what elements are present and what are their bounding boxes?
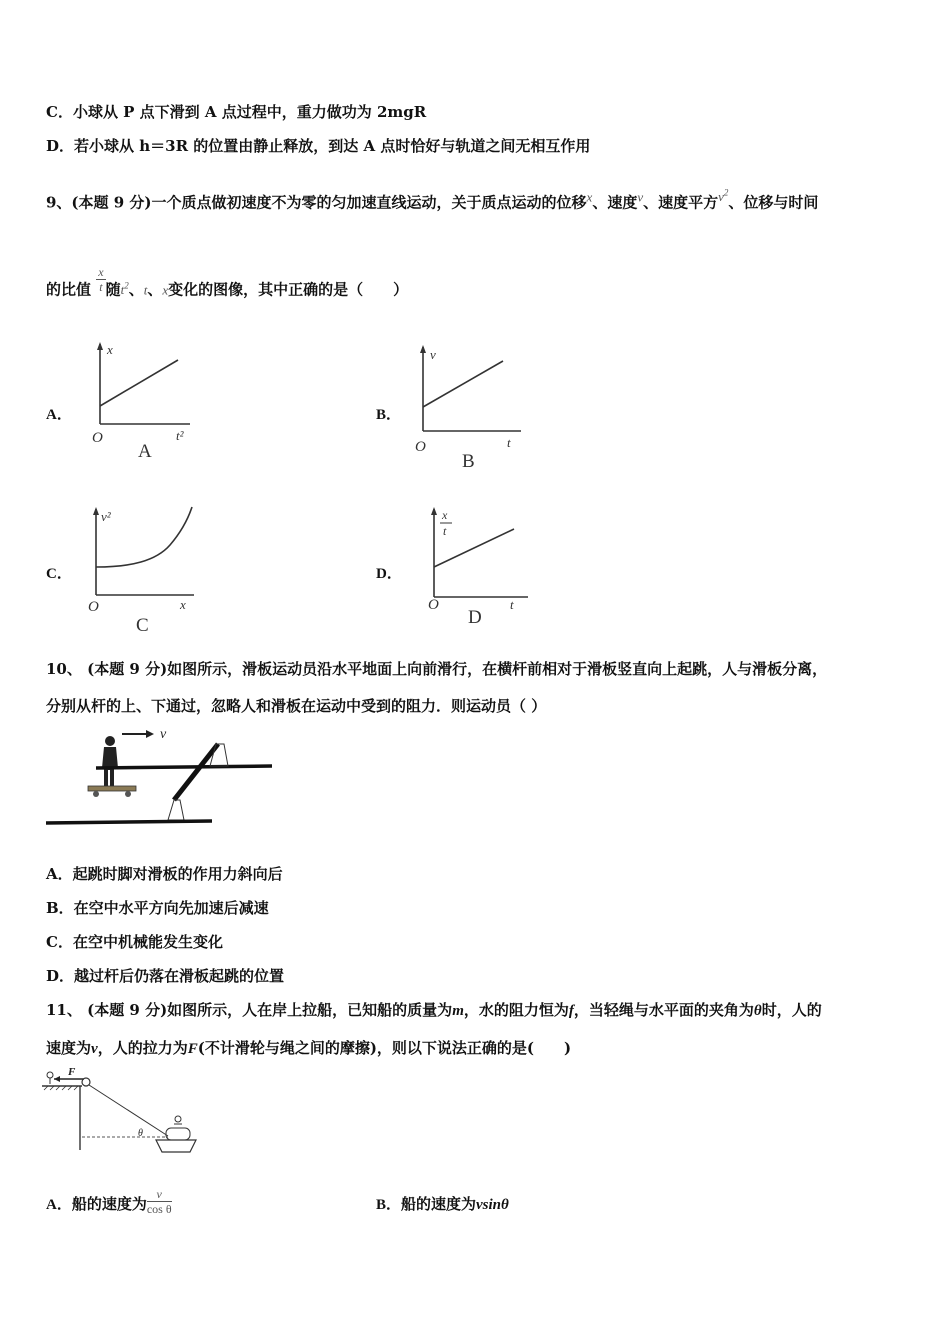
q11-option-a-fraction: $\frac{v}{\text{cos θ}}$	[146, 1187, 172, 1217]
force-label: F	[68, 1066, 76, 1078]
q11-stem-1b: ，水的阻力恒为	[463, 1001, 569, 1019]
graph-c-caption: C	[136, 615, 149, 636]
boat-hull	[156, 1140, 196, 1152]
graph-c-origin: O	[88, 599, 99, 615]
q9-stem-a: 9、(本题 9 分)一个质点做初速度不为零的匀加速直线运动，关于质点运动的位移	[46, 193, 587, 212]
rope	[89, 1085, 168, 1136]
pulley-icon	[82, 1078, 90, 1086]
q9-sym-v2: v2	[718, 188, 729, 205]
graph-c-x-label: x	[180, 597, 186, 612]
q11-sym-theta: θ	[753, 1003, 762, 1019]
q9-option-a-label: A．	[46, 407, 72, 423]
q11-option-b-value: vsinθ	[476, 1197, 509, 1213]
graph-d-y-label-num: x	[442, 508, 448, 522]
graph-a-caption: A	[138, 441, 152, 462]
q10-option-d: D．越过杆后仍落在滑板起跳的位置	[46, 967, 285, 985]
graph-a-origin: O	[92, 430, 103, 446]
q9-option-b-label: B．	[376, 407, 402, 423]
q10-stem-line2: 分别从杆的上、下通过，忽略人和滑板在运动中受到的阻力．则运动员（ ）	[46, 697, 547, 715]
upper-bar	[96, 766, 272, 768]
q11-stem-2a: 速度为	[46, 1039, 92, 1057]
q9-graph-a	[88, 340, 198, 465]
q11-sym-F: F	[187, 1041, 198, 1057]
graph-d-caption: D	[468, 607, 482, 628]
q11-stem-2c: (不计滑轮与绳之间的摩擦)，则以下说法正确的是( )	[197, 1039, 572, 1057]
q11-stem-1a: 11、 (本题 9 分)如图所示，人在岸上拉船，已知船的质量为	[46, 1001, 453, 1019]
diagonal-pole	[174, 744, 218, 800]
q9-sep3: 、	[128, 280, 144, 299]
q10-stem-line1: 10、 (本题 9 分)如图所示，滑板运动员沿水平地面上向前滑行，在横杆前相对于滑板竖直向上起跳，人与滑板分离，	[46, 660, 828, 678]
lower-support	[168, 800, 184, 820]
graph-b-line	[423, 361, 503, 407]
force-arrowhead	[54, 1076, 60, 1082]
graph-c-y-arrow	[93, 507, 99, 515]
q10-option-b: B．在空中水平方向先加速后减速	[46, 899, 269, 917]
q11-stem-2b: ，人的拉力为	[97, 1039, 188, 1057]
q11-option-b	[376, 1193, 509, 1214]
q9-sep2: 、速度平方	[643, 193, 719, 212]
q11-sym-m: m	[452, 1003, 464, 1019]
boat-cabin	[166, 1128, 190, 1140]
q11-option-b-label: B．船的速度为	[376, 1197, 477, 1213]
q9-graph-d	[424, 505, 539, 629]
graph-c-y-label: v²	[101, 509, 111, 524]
graph-b-x-label: t	[507, 435, 511, 450]
velocity-arrowhead	[146, 730, 154, 738]
q9-sep1: 、速度	[592, 193, 638, 212]
q11-option-a	[46, 1187, 172, 1217]
velocity-label: v	[160, 727, 167, 742]
q9-stem-c: 的比值	[46, 280, 92, 299]
graph-d-x-label: t	[510, 597, 514, 612]
skateboard-deck	[88, 786, 136, 791]
graph-a-line	[100, 360, 178, 406]
q11-option-a-label: A．船的速度为	[46, 1197, 147, 1213]
q8-option-d: D．若小球从 h＝3R 的位置由静止释放，到达 A 点时恰好与轨道之间无相互作用	[46, 137, 591, 155]
skateboard-wheel-1	[93, 791, 99, 797]
q11-sym-f: f	[568, 1003, 574, 1019]
q9-sym-v: v	[637, 189, 644, 205]
skateboard-wheel-2	[125, 791, 131, 797]
q9-graph-b	[413, 343, 528, 471]
graph-a-x-label: t²	[176, 428, 184, 443]
boat-person-head	[175, 1116, 181, 1122]
graph-b-y-label: v	[430, 347, 436, 362]
q9-sym-x: x	[586, 189, 593, 205]
q11-stem-1c: ，当轻绳与水平面的夹角为	[573, 1001, 754, 1019]
q10-option-a: A．起跳时脚对滑板的作用力斜向后	[46, 865, 283, 883]
q9-option-d-label: D．	[376, 566, 402, 582]
q9-stem-e: 变化的图像，其中正确的是（ ）	[168, 280, 409, 299]
q11-sym-v: v	[91, 1041, 98, 1057]
q9-stem-b: 、位移与时间	[728, 193, 819, 212]
skater-head	[105, 736, 115, 746]
graph-b-origin: O	[415, 439, 426, 455]
q9-sym-t2: $t^2$	[120, 281, 129, 298]
q9-sym-x2: x	[162, 282, 169, 298]
graph-d-origin: O	[428, 597, 439, 613]
q9-stem-line2	[46, 264, 409, 300]
q9-graph-c	[86, 505, 201, 635]
graph-b-caption: B	[462, 451, 475, 472]
q9-option-c-label: C．	[46, 566, 72, 582]
q8-option-c: C．小球从 P 点下滑到 A 点过程中，重力做功为 2mgR	[46, 103, 427, 121]
q10-option-c: C．在空中机械能发生变化	[46, 933, 223, 951]
q11-stem-line1	[46, 1000, 822, 1021]
q11-stem-1d: 时，人的	[761, 1001, 822, 1019]
graph-a-y-label: x	[107, 342, 113, 357]
q9-fraction-x-over-t: $\frac{x}{t}$	[98, 264, 104, 294]
q9-sep4: 、	[147, 280, 163, 299]
q9-stem-d: 随	[105, 280, 121, 299]
graph-d-y-label-den: t	[443, 524, 447, 538]
graph-d-y-arrow	[431, 507, 437, 515]
q9-sym-t: t	[143, 282, 148, 298]
q11-stem-line2	[46, 1038, 571, 1059]
graph-a-y-arrow	[97, 342, 103, 350]
ground-line	[46, 821, 212, 823]
q9-stem-line1	[46, 183, 818, 212]
graph-b-y-arrow	[420, 345, 426, 353]
angle-label: θ	[138, 1128, 143, 1139]
q11-boat-figure	[40, 1066, 210, 1158]
person-head	[47, 1072, 53, 1078]
q10-skateboard-figure	[46, 724, 276, 830]
